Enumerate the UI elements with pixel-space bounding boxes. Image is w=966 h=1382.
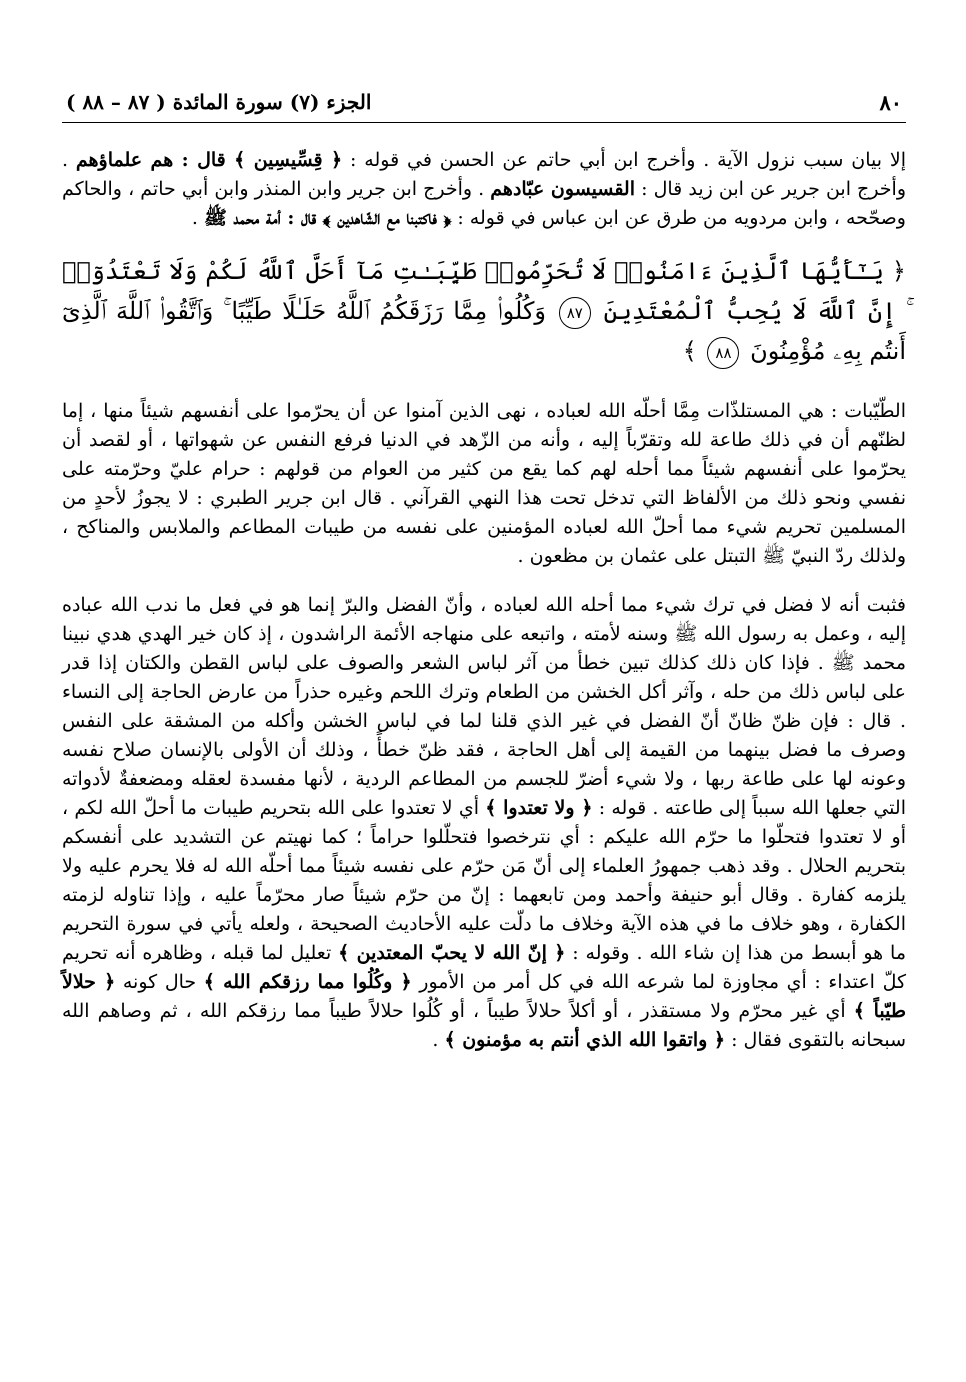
text-span: . — [432, 1029, 445, 1051]
bold-quote: ﴿ فاكتبنا مع الشّاهدين ﴾ قال : أمة محمد ﷺ — [203, 207, 452, 229]
page-header — [62, 90, 906, 126]
paragraph-commentary — [62, 591, 906, 1055]
bold-quote: ﴿ وكُلُوا مما رزقكم الله ﴾ — [203, 971, 412, 993]
bold-quote: القسيسون عبّادهم — [490, 178, 636, 200]
text-span: أي غير محرّم ولا مستقذر ، أو أكلاً حلالاً طيباً ، أو كُلُوا حلالاً طيباً مما رزقكم الله ، ثم وصاهم الله سبحانه بالتقوى فقال : — [62, 1000, 906, 1051]
page — [62, 90, 906, 1055]
text-span: تعليل لما قبله ، وظاهره أنه تحريم كلّ اعتداء : أي مجاوزة لما شرعه الله في كل أمر من الأمور — [62, 942, 907, 993]
verse-number-88: ٨٨ — [707, 337, 739, 369]
text-span: . وأخرج ابن جرير عن ابن زيد قال : — [62, 149, 907, 200]
running-head: الجزء (٧) سورة المائدة ( ٨٧ – ٨٨ ) — [66, 90, 372, 114]
verse-line-1: ﴿ يَـٰٓأَيُّهَا ٱلَّذِينَ ءَامَنُوا۟ لَا تُحَرِّمُوا۟ طَيِّبَـٰتِ مَآ أَحَلَّ ٱللَّهُ لَكُمْ وَلَا تَعْتَدُوٓا۟ ۚ إِنَّ ٱللَّهَ لَا يُحِبُّ ٱلْمُعْتَدِينَ — [62, 257, 906, 325]
paragraph-intro — [62, 146, 906, 233]
text-span: . وأخرج ابن جرير وابن المنذر وابن أبي حاتم ، والحاكم وصحّحه ، وابن مردويه من طرق عن ابن عباس في قوله : — [62, 178, 906, 229]
verse-number-87: ٨٧ — [559, 297, 591, 329]
header-rule — [62, 122, 906, 123]
bold-quote: ﴿ حلالاً طيّباً ﴾ — [62, 971, 906, 1022]
bold-quote: ﴿ ولا تعتدوا ﴾ — [485, 797, 593, 819]
quran-verse — [62, 251, 906, 371]
spacer — [62, 571, 906, 591]
verse-close-bracket: ﴾ — [682, 337, 697, 365]
verse-line-2: وَكُلُوا۟ مِمَّا رَزَقَكُمُ ٱللَّهُ حَلَـٰلًا طَيِّبًا ۚ وَٱتَّقُوا۟ ٱللَّهَ ٱلَّذِىٓ أَنتُم بِهِۦ مُؤْمِنُونَ — [62, 297, 906, 365]
spacer — [62, 371, 906, 397]
text-span: . — [191, 207, 204, 229]
text-span: فثبت أنه لا فضل في ترك شيء مما أحله الله لعباده ، وأنّ الفضل والبرّ إنما هو في فعل ما ندب الله عباده إليه ، وعمل به رسول الله ﷺ وسنه لأمته ، واتبعه على منهاجه الأئمة الراشدون ، إذ كان خير الهدي هدي نبينا محمد ﷺ . فإذا كان ذلك كذلك تبين خطأ من آثر لباس الشعر والصوف على لباس القطن والكتان إذا قدر على لباس ذلك من حله ، وآثر أكل الخشن من الطعام وترك اللحم وغيره حذراً من عارض الحاجة إلى النساء . قال : فإن ظنّ ظانّ أنّ الفضل في غير الذي قلنا لما في لباس الخشن وأكله من المشقة على النفس وصرف ما فضل بينهما من القيمة إلى أهل الحاجة ، فقد ظنّ خطأً ، وذلك أن الأولى بالإنسان صلاح نفسه وعونه لها على طاعة ربها ، ولا شيء أضرّ للجسم من المطاعم الردية ، لأنها مفسدة لعقله ومضعفةٌ لأدواته التي جعلها الله سبباً إلى طاعته . قوله : — [62, 594, 906, 819]
bold-quote: ﴿ قِسِّيسِين ﴾ قال : هم علماؤهم — [75, 149, 343, 171]
paragraph-tayyibat: الطّيّبات : هي المستلذّات مِمَّا أحلّه الله لعباده ، نهى الذين آمنوا عن أن يحرّموا على أنفسهم شيئاً منها ، إما لظنّهم أن في ذلك طاعة لله وتقرّباً إليه ، وأنه من الزّهد في الدنيا فرفع النفس عن شهواتها ، أو لقصد أن يحرّموا على أنفسهم شيئاً مما أحله لهم كما يقع من كثير من العوام من قولهم : حرام عليّ وحرّمته على نفسي ونحو ذلك من الألفاظ التي تدخل تحت هذا النهي القرآني . قال ابن جرير الطبري : لا يجوزُ لأحدٍ من المسلمين تحريم شيء مما أحلّ الله لعباده المؤمنين على نفسه من طيبات المطاعم والملابس والمناكح ، ولذلك ردّ النبيّ ﷺ التبتل على عثمان بن مظعون . — [62, 400, 906, 567]
page-number: ٨٠ — [879, 90, 902, 115]
text-span: أي لا تعتدوا على الله بتحريم طيبات ما أحلّ الله لكم ، أو لا تعتدوا فتحلّوا ما حرّم الله عليكم : أي نترخصوا فتحلّلوا حراماً ؛ كما نهيتم عن التشديد على أنفسكم بتحريم الحلال . وقد ذهب جمهورُ العلماء إلى أنّ مَن حرّم على نفسه شيئاً مما أحلّه الله له فلا يحرم عليه ولا يلزمه كفارة . وقال أبو حنيفة وأحمد ومن تابعهما : إنّ من حرّم شيئاً صار محرّماً عليه ، وإذا تناوله لزمته الكفارة ، وهو خلاف ما في هذه الآية وخلاف ما دلّت عليه الأحاديث الصحيحة ، ولعله يأتي في سورة التحريم ما هو أبسط من هذا إن شاء الله . وقوله : — [62, 797, 907, 964]
text-span: حال كونه — [115, 971, 204, 993]
bold-quote: ﴿ إنّ الله لا يحبّ المعتدين ﴾ — [338, 942, 566, 964]
bold-quote: ﴿ واتقوا الله الذي أنتم به مؤمنون ﴾ — [444, 1029, 726, 1051]
text-span: إلا بيان سبب نزول الآية . وأخرج ابن أبي حاتم عن الحسن في قوله : — [342, 149, 906, 171]
